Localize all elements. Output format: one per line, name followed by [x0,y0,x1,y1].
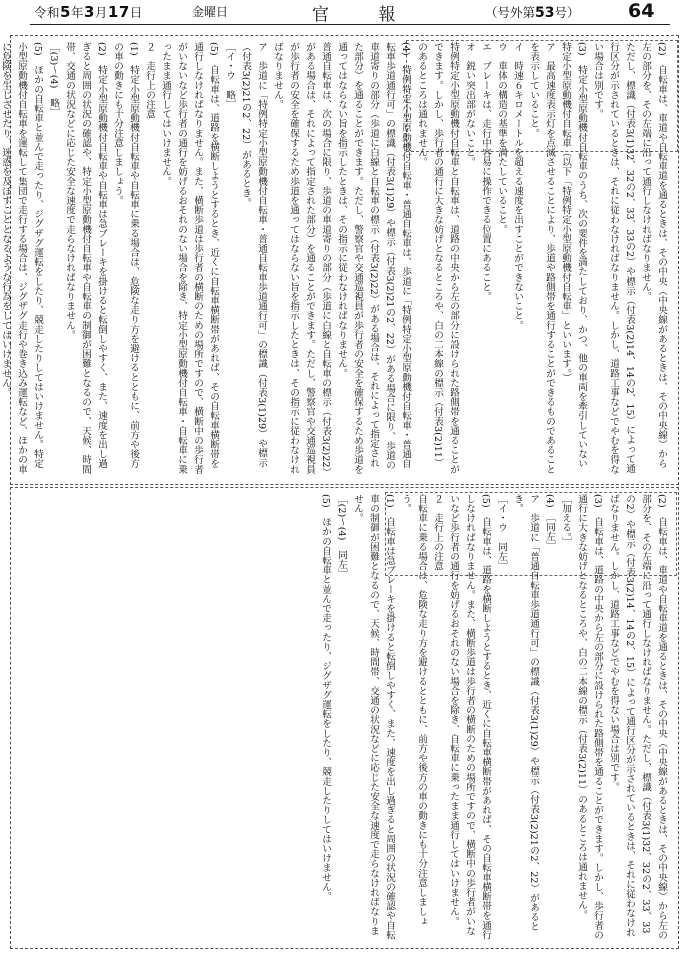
text-line: 普通自転車は、次の場合に限り、歩道の車道寄りの部分（歩道に白線と自転車の標示（付表3(2)22）がある場合は、それによって指定された部分）を通ることができます。ただし、警察官や交通巡視員が歩行者の安全を確保するため歩道を通ってはならない旨を指示したときは、その指示に従わなければなりません。 [272,42,331,474]
text-line: ア 歩道に「特例特定小型原動機付自転車・普通自転車歩道通行可」の標識（付表3(1)29）や標示（付表3(2)21の2、22）があるとき。 [240,42,267,468]
text-line: (3) 特定小型原動機付自転車のうち、次の要件を満たしており、かつ、他の車両を牽引していない特定小型原動機付自転車（以下「特例特定小型原動機付自転車」といいます。） [560,42,587,469]
text-line: イ 時速６キロメートルを超える速度を出すことができないこと。 [512,42,523,330]
day-value: 17 [107,3,130,21]
text-line: (2) 自転車は、車道や自転車道を通るときは、その中央（中央線があるときは、その中央線）から左の部分を、その左端に沿って通行しなければなりません。ただし、標識（付表3(1)32、32の2、33、33の2）や標示（付表3(2)14、14の2、15）によって通行区分が示されているときは、それに従わなければなりません。しかし、道路工事などでやむを得ない場合は別です。 [608,494,667,940]
current-text-column [29,494,669,940]
text-line: (3) 自転車は、道路の中央から左の部分に設けられた路側帯を通ることができます。しかし、歩行者の通行に大きな妨げとなるところや、白の二本線の標示（付表3(2)11）のあるところは通れません。 [576,494,603,940]
page-header [30,0,670,25]
text-line: ア 歩道に「普通自転車歩道通行可」の標識（付表3(1)29）や標示（付表3(2)21の2、22）があるとき。 [512,494,539,932]
day-unit: 日 [129,5,143,20]
text-line: エ ブレーキは、走行中容易に操作できる位置にあること。 [480,42,491,302]
text-line: (5) 自転車は、道路を横断しようとするとき、近くに自転車横断帯があれば、その自転車横断帯を通行しなければなりません。また、横断歩道は歩行者の横断のための場所ですので、横断中の歩行者がいないなど歩行者の通行を妨げるおそれのない場合を除き、自転車に乗ったまま通行してはいけません。 [448,494,491,940]
text-line: ウ 車体の構造の基準を満たしていること。 [496,42,507,234]
text-line: (2) 自転車は、車道や自転車道を通るときは、その中央（中央線があるときは、その中央線）から左の部分を、その左端に沿って通行しなければなりません。 [640,42,667,469]
text-line: (4) 特例特定小型原動機付自転車・普通自転車は、歩道に「特例特定小型原動機付自転車・普通自転車歩道通行可」の標識（付表3(1)29）や標示（付表3(2)21の2、22）がある場合に限り、歩道の車道寄りの部分（歩道に白線と自転車の標示（付表3(2)22）がある場合は、それによって指定された部分）を通ることができます。ただし、警察官や交通巡視員が歩行者の安全を確保するため歩道を通ってはならない旨を指示したときは、その指示に従わなければなりません。 [336,42,411,474]
text-line: (5) 自転車は、道路を横断しようとするとき、近くに自転車横断帯があれば、その自転車横断帯を通行しなければなりません。また、横断歩道は歩行者の横断のための場所ですので、横断中の歩行者がいないなど歩行者の通行を妨げるおそれのない場合を除き、特定小型原動機付自転車・自転車に乗ったまま通行してはいけません。 [160,42,219,474]
issue-date [34,3,143,21]
year-unit: 年 [70,5,84,20]
issue-number-value: 53 [535,5,555,21]
text-line: (5) ほかの自転車と並んで走ったり、ジグザグ運転をしたり、競走したりしてはいけません。特定小型原動機付自転車を運転して集団で走行する場合は、ジグザグ走行や巻き込み運転など、ほかの車に危険を生じさせたり、迷惑を及ぼすこととなるような行為をしてはいけません。 [0,42,43,474]
page-number: 64 [628,0,655,22]
text-line: ただし、標識（付表3(1)32、32の2、33、33の2）や標示（付表3(2)14、14の2、15）によって通行区分が示されているときは、それに従わなければなりません。しかし、道路工事などでやむを得ない場合は別です。 [592,42,635,474]
text-line: ［加える。］ [560,494,571,547]
issue-number [485,3,580,21]
text-line: 自転車に乗る場合は、危険な走り方を避けるとともに、前方や後方の車の動きにも十分注意しましょう。 [400,494,427,926]
text-line: ［(2)～(4) 同左］ [336,494,347,579]
month-value: 3 [83,3,95,21]
issue-prefix: （号外第 [485,5,536,20]
issue-suffix: 号） [554,5,580,20]
text-line: (1) 自転車は急ブレーキを掛けると転倒しやすく、また、速度を出し過ぎると周囲の状況の確認や自転車の制御が困難となるので、天候、時間帯、交通の状況などに応じた安全な速度で走らなければなりません。 [352,494,395,940]
text-line: (1) 特定小型原動機付自転車や自転車に乗る場合は、危険な走り方を避けるとともに、前方や後方の車の動きにも十分注意しましょう。 [112,42,139,469]
section-heading: ２ 走行上の注意 [144,42,155,119]
text-line: オ 鋭い突出部がないこと。 [464,42,475,167]
text-line: ［イ・ウ 略］ [224,42,235,110]
text-line: (2) 特定小型原動機付自転車や自転車は急ブレーキを掛けると転倒しやすく、また、速度を出し過ぎると周囲の状況の確認や、特定小型原動機付自転車や自転車の制御が困難となるので、天候、時間帯、交通の状況などに応じた安全な速度で走らなければなりません。 [64,42,107,474]
text-line: (5) ほかの自転車と並んで走ったり、ジグザグ運転をしたり、競走したりしてはいけません。 [320,494,331,902]
text-line: ［(3)～(4) 略］ [48,42,59,118]
month-unit: 月 [94,5,108,20]
text-line: 特例特定小型原動機付自転車と自転車は、道路の中央から左の部分に設けられた路側帯を通ることができます。しかし、歩行者の通行に大きな妨げとなるところや、白の二本線の標示（付表3(2)11）のあるところは通れません。 [416,42,459,474]
section-heading: ２ 走行上の注意 [432,494,443,571]
text-line: ［イ・ウ 同左］ [496,494,507,571]
gazette-title: 官 報 [312,5,418,25]
weekday-label: 金曜日 [192,5,229,19]
text-line: (4) ［同左］ [544,494,555,551]
revised-text-column [0,42,669,474]
year-value: 5 [60,3,71,21]
era-label: 令和 [34,5,61,20]
text-line: ア 最高速度表示灯を点滅させることにより、歩道や路側帯を通行することができるものであることを表示していること。 [528,42,555,474]
